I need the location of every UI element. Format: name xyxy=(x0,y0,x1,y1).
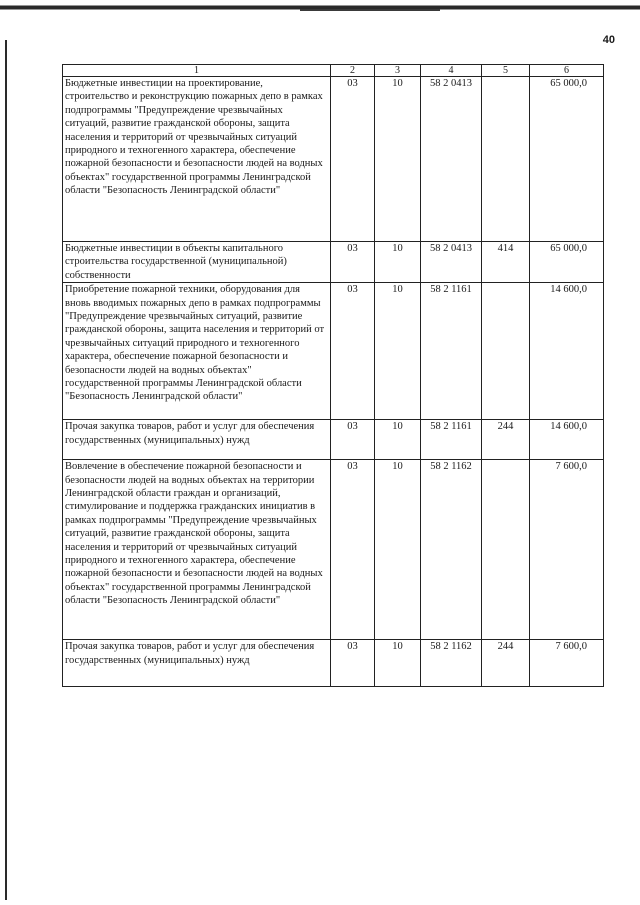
table-row xyxy=(63,640,604,687)
row-amount: 14 600,0 xyxy=(530,420,604,460)
row-expense-type xyxy=(482,460,530,640)
table-row xyxy=(63,460,604,640)
row-expense-type: 244 xyxy=(482,640,530,687)
row-target-code: 58 2 1161 xyxy=(421,420,482,460)
row-amount: 7 600,0 xyxy=(530,640,604,687)
row-subsection: 10 xyxy=(375,420,421,460)
row-name: Прочая закупка товаров, работ и услуг для обеспечения государственных (муниципальных) нужд xyxy=(63,420,331,460)
row-amount: 7 600,0 xyxy=(530,460,604,640)
row-subsection: 10 xyxy=(375,77,421,242)
row-target-code: 58 2 1162 xyxy=(421,460,482,640)
scan-top-border xyxy=(0,0,640,18)
row-expense-type: 244 xyxy=(482,420,530,460)
budget-table xyxy=(62,64,604,687)
header-col-6: 6 xyxy=(530,65,604,77)
row-expense-type: 414 xyxy=(482,242,530,283)
header-col-1: 1 xyxy=(63,65,331,77)
row-target-code: 58 2 1162 xyxy=(421,640,482,687)
row-name: Бюджетные инвестиции в объекты капитального строительства государственной (муниципальной) собственности xyxy=(63,242,331,283)
header-col-3: 3 xyxy=(375,65,421,77)
row-amount: 14 600,0 xyxy=(530,283,604,420)
row-expense-type xyxy=(482,77,530,242)
row-subsection: 10 xyxy=(375,242,421,283)
row-name: Вовлечение в обеспечение пожарной безопасности и безопасности людей на водных объектах на территории Ленинградской области граждан и организаций, стимулирование и поддержка гражданских инициатив в рамках подпрограммы "Предупреждение чрезвычайных ситуаций, развитие гражданской обороны, защита населения и территорий от чрезвычайных ситуаций природного и техногенного характера, обеспечение пожарной безопасности и безопасности людей на водных объектах" государственной программы Ленинградской области "Безопасность Ленинградской области" xyxy=(63,460,331,640)
row-amount: 65 000,0 xyxy=(530,77,604,242)
header-col-4: 4 xyxy=(421,65,482,77)
row-section: 03 xyxy=(331,77,375,242)
row-name: Бюджетные инвестиции на проектирование, строительство и реконструкцию пожарных депо в рамках подпрограммы "Предупреждение чрезвычайных ситуаций, развитие гражданской обороны, защита населения и территорий от чрезвычайных ситуаций природного и техногенного характера, обеспечение пожарной безопасности и безопасности людей на водных объектах" государственной программы Ленинградской области "Безопасность Ленинградской области" xyxy=(63,77,331,242)
row-amount: 65 000,0 xyxy=(530,242,604,283)
row-section: 03 xyxy=(331,460,375,640)
table-header-row xyxy=(63,65,604,77)
row-expense-type xyxy=(482,283,530,420)
row-target-code: 58 2 1161 xyxy=(421,283,482,420)
row-section: 03 xyxy=(331,420,375,460)
table-row xyxy=(63,242,604,283)
table-row xyxy=(63,420,604,460)
table-row xyxy=(63,77,604,242)
row-subsection: 10 xyxy=(375,283,421,420)
row-section: 03 xyxy=(331,640,375,687)
page-number: 40 xyxy=(602,34,615,46)
row-subsection: 10 xyxy=(375,640,421,687)
row-section: 03 xyxy=(331,283,375,420)
header-col-2: 2 xyxy=(331,65,375,77)
row-name: Прочая закупка товаров, работ и услуг для обеспечения государственных (муниципальных) нужд xyxy=(63,640,331,687)
row-target-code: 58 2 0413 xyxy=(421,242,482,283)
row-target-code: 58 2 0413 xyxy=(421,77,482,242)
row-name: Приобретение пожарной техники, оборудования для вновь вводимых пожарных депо в рамках подпрограммы "Предупреждение чрезвычайных ситуаций, развитие гражданской обороны, защита населения и территорий от чрезвычайных ситуаций природного и техногенного характера, обеспечение пожарной безопасности и безопасности людей на водных объектах" государственной программы Ленинградской области "Безопасность Ленинградской области" xyxy=(63,283,331,420)
row-subsection: 10 xyxy=(375,460,421,640)
header-col-5: 5 xyxy=(482,65,530,77)
table-row xyxy=(63,283,604,420)
row-section: 03 xyxy=(331,242,375,283)
scan-left-border xyxy=(5,40,7,900)
